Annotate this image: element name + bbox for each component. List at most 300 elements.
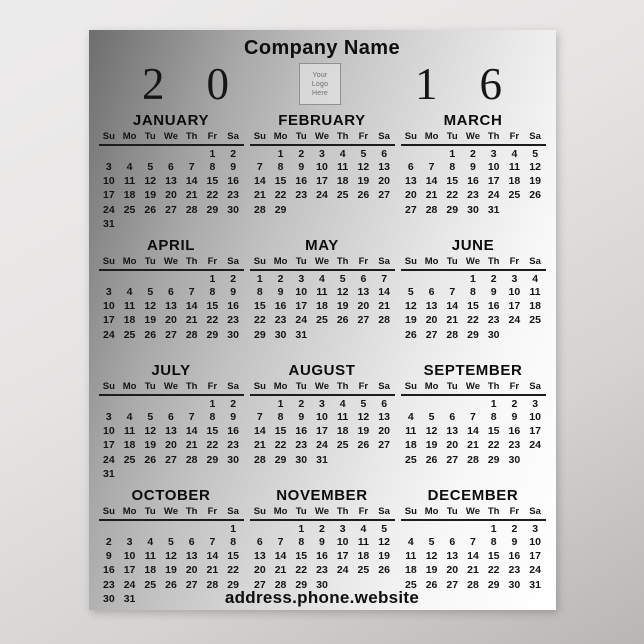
date-cell: 9 [277, 286, 284, 299]
date-cell: 22 [206, 314, 219, 327]
date-cell: 12 [425, 425, 438, 438]
day-header: Th [332, 506, 353, 520]
empty-cell [181, 467, 202, 481]
date-cell: 2 [277, 273, 284, 285]
date-cell: 29 [254, 328, 266, 341]
date-cell: 10 [316, 161, 328, 174]
empty-cell [332, 453, 353, 467]
date-cell: 24 [123, 578, 136, 591]
day-header: We [161, 381, 182, 395]
date-cell: 19 [425, 564, 438, 577]
date-cell: 11 [337, 411, 349, 424]
date-cell: 14 [467, 425, 479, 438]
date-cell: 6 [449, 411, 456, 424]
empty-cell [99, 270, 120, 285]
month-title: OCTOBER [131, 487, 211, 504]
month-title: SEPTEMBER [423, 362, 523, 379]
date-cell: 15 [446, 175, 459, 188]
date-cell: 8 [209, 411, 216, 424]
date-cell: 24 [295, 314, 308, 327]
day-header: Su [401, 381, 422, 395]
date-cell: 4 [126, 411, 133, 424]
date-cell: 4 [532, 273, 539, 285]
month-february [250, 111, 395, 236]
date-cell: 30 [316, 578, 328, 591]
date-cell: 23 [103, 578, 115, 591]
day-header: Th [181, 131, 202, 145]
date-cell: 30 [274, 328, 287, 341]
date-cell: 16 [508, 425, 521, 438]
day-header: Mo [421, 131, 442, 145]
date-cell: 3 [105, 411, 112, 424]
date-cell: 24 [529, 439, 541, 452]
empty-cell [99, 145, 120, 160]
date-cell: 24 [103, 203, 115, 216]
date-cell: 30 [227, 453, 239, 466]
date-cell: 18 [405, 564, 417, 577]
date-cell: 23 [227, 314, 239, 327]
date-cell: 31 [529, 578, 541, 591]
date-cell: 20 [446, 564, 459, 577]
date-cell: 17 [529, 425, 541, 438]
date-cell: 18 [357, 550, 370, 563]
empty-cell [442, 520, 463, 535]
month-grid [250, 506, 395, 592]
day-header: Tu [140, 506, 161, 520]
empty-cell [181, 217, 202, 231]
date-cell: 4 [339, 148, 346, 160]
day-header: Tu [442, 131, 463, 145]
date-cell: 27 [446, 453, 459, 466]
empty-cell [202, 520, 223, 535]
date-cell: 26 [425, 453, 438, 466]
date-cell: 31 [487, 203, 500, 216]
date-cell: 4 [407, 411, 414, 424]
day-header: Sa [223, 256, 244, 270]
date-cell: 14 [378, 286, 390, 299]
date-cell: 17 [123, 564, 136, 577]
date-cell: 17 [103, 439, 115, 452]
empty-cell [525, 453, 546, 467]
empty-cell [421, 145, 442, 160]
date-cell: 16 [295, 175, 308, 188]
date-cell: 18 [405, 439, 417, 452]
date-cell: 8 [470, 286, 476, 299]
date-cell: 1 [277, 148, 284, 160]
day-header: Th [181, 506, 202, 520]
day-header: Fr [202, 381, 223, 395]
month-june [401, 236, 546, 361]
date-cell: 15 [254, 300, 266, 313]
empty-cell [161, 395, 182, 410]
month-grid [99, 256, 244, 342]
day-header: We [161, 131, 182, 145]
date-cell: 10 [295, 286, 308, 299]
date-cell: 15 [295, 550, 308, 563]
date-cell: 22 [274, 439, 287, 452]
empty-cell [181, 270, 202, 285]
date-cell: 6 [407, 161, 414, 174]
date-cell: 17 [529, 550, 541, 563]
date-cell: 11 [337, 161, 349, 174]
date-cell: 11 [405, 550, 417, 563]
empty-cell [421, 270, 442, 285]
date-cell: 3 [126, 536, 133, 549]
date-cell: 29 [467, 328, 479, 341]
date-cell: 3 [319, 398, 325, 410]
empty-cell [161, 467, 182, 481]
date-cell: 10 [529, 411, 541, 424]
date-cell: 15 [274, 425, 287, 438]
date-cell: 12 [165, 550, 177, 563]
day-header: Tu [140, 131, 161, 145]
day-header: Th [181, 256, 202, 270]
date-cell: 3 [319, 148, 325, 160]
date-cell: 11 [316, 286, 328, 299]
date-cell: 16 [274, 300, 287, 313]
date-cell: 18 [144, 564, 157, 577]
date-cell: 20 [254, 564, 266, 577]
empty-cell [291, 203, 312, 217]
date-cell: 16 [227, 175, 239, 188]
date-cell: 23 [508, 439, 521, 452]
date-cell: 5 [147, 411, 154, 424]
date-cell: 17 [103, 189, 115, 202]
day-header: Tu [442, 506, 463, 520]
empty-cell [421, 520, 442, 535]
empty-cell [161, 520, 182, 535]
date-cell: 27 [165, 328, 177, 341]
date-cell: 13 [425, 300, 438, 313]
empty-cell [99, 520, 120, 535]
date-cell: 29 [487, 578, 500, 591]
date-cell: 6 [381, 398, 388, 410]
date-cell: 20 [378, 175, 390, 188]
day-header: Th [483, 131, 504, 145]
date-cell: 2 [298, 398, 305, 410]
month-grid [401, 256, 546, 342]
date-cell: 22 [206, 439, 219, 452]
date-cell: 7 [209, 536, 216, 549]
empty-cell [463, 395, 484, 410]
month-july [99, 361, 244, 486]
date-cell: 1 [209, 148, 216, 160]
day-header: Su [250, 506, 271, 520]
empty-cell [353, 453, 374, 467]
date-cell: 21 [185, 439, 198, 452]
date-cell: 14 [446, 300, 459, 313]
date-cell: 23 [508, 564, 521, 577]
date-cell: 10 [103, 300, 115, 313]
day-header: Th [332, 131, 353, 145]
date-cell: 23 [295, 439, 308, 452]
empty-cell [140, 217, 161, 231]
date-cell: 15 [487, 425, 500, 438]
date-cell: 21 [185, 314, 198, 327]
date-cell: 14 [425, 175, 438, 188]
date-cell: 25 [357, 564, 370, 577]
empty-cell [202, 217, 223, 231]
month-title: APRIL [147, 237, 195, 254]
empty-cell [119, 395, 140, 410]
date-cell: 12 [529, 161, 541, 174]
date-cell: 3 [105, 286, 112, 299]
date-cell: 15 [227, 550, 239, 563]
date-cell: 8 [490, 536, 497, 549]
date-cell: 10 [529, 536, 541, 549]
date-cell: 28 [185, 203, 198, 216]
empty-cell [181, 395, 202, 410]
empty-cell [312, 203, 333, 217]
date-cell: 15 [467, 300, 479, 313]
date-cell: 17 [295, 300, 308, 313]
month-september [401, 361, 546, 486]
date-cell: 15 [274, 175, 287, 188]
date-cell: 20 [446, 439, 459, 452]
date-cell: 5 [168, 536, 174, 549]
empty-cell [161, 217, 182, 231]
date-cell: 6 [168, 411, 174, 424]
date-cell: 28 [254, 453, 266, 466]
date-cell: 23 [316, 564, 328, 577]
date-cell: 7 [256, 161, 263, 174]
date-cell: 22 [227, 564, 239, 577]
date-cell: 19 [144, 189, 157, 202]
day-header: Tu [140, 381, 161, 395]
day-header: Fr [353, 381, 374, 395]
date-cell: 25 [336, 189, 349, 202]
empty-cell [181, 520, 202, 535]
date-cell: 20 [185, 564, 198, 577]
date-cell: 5 [147, 286, 154, 299]
month-august [250, 361, 395, 486]
empty-cell [442, 395, 463, 410]
empty-cell [401, 395, 422, 410]
date-cell: 19 [425, 439, 438, 452]
date-cell: 29 [206, 328, 219, 341]
date-cell: 30 [227, 328, 239, 341]
date-cell: 1 [449, 148, 456, 160]
date-cell: 13 [357, 286, 370, 299]
date-cell: 12 [336, 286, 349, 299]
date-cell: 11 [124, 175, 136, 188]
date-cell: 2 [230, 273, 237, 285]
date-cell: 9 [230, 411, 237, 424]
date-cell: 8 [277, 411, 284, 424]
month-title: AUGUST [288, 362, 356, 379]
date-cell: 11 [124, 425, 136, 438]
day-header: Mo [421, 506, 442, 520]
empty-cell [504, 328, 525, 342]
date-cell: 19 [378, 550, 390, 563]
date-cell: 6 [168, 286, 174, 299]
empty-cell [202, 467, 223, 481]
date-cell: 14 [185, 425, 198, 438]
date-cell: 1 [298, 523, 305, 535]
date-cell: 16 [316, 550, 328, 563]
day-header: Mo [421, 256, 442, 270]
date-cell: 2 [298, 148, 305, 160]
date-cell: 31 [316, 453, 328, 466]
date-cell: 23 [227, 189, 239, 202]
date-cell: 19 [405, 314, 417, 327]
date-cell: 7 [470, 411, 476, 424]
date-cell: 14 [254, 425, 266, 438]
year-digit: 0 [206, 59, 229, 109]
date-cell: 4 [319, 273, 325, 285]
day-header: We [463, 381, 484, 395]
date-cell: 14 [185, 300, 198, 313]
empty-cell [312, 328, 333, 342]
date-cell: 21 [467, 564, 479, 577]
date-cell: 31 [295, 328, 308, 341]
date-cell: 18 [123, 314, 136, 327]
date-cell: 9 [511, 536, 518, 549]
day-header: Mo [270, 506, 291, 520]
month-title: FEBRUARY [278, 112, 366, 129]
date-cell: 29 [295, 578, 308, 591]
day-header: Tu [291, 256, 312, 270]
date-cell: 26 [144, 203, 157, 216]
empty-cell [119, 270, 140, 285]
logo-placeholder-text: Here [312, 89, 328, 97]
date-cell: 17 [316, 425, 328, 438]
month-grid [401, 131, 546, 217]
empty-cell [525, 328, 546, 342]
day-header: We [312, 131, 333, 145]
day-header: Sa [223, 506, 244, 520]
date-cell: 9 [298, 411, 305, 424]
date-cell: 28 [467, 578, 479, 591]
date-cell: 24 [316, 189, 328, 202]
date-cell: 25 [123, 453, 136, 466]
date-cell: 25 [529, 314, 541, 327]
day-header: Sa [374, 131, 395, 145]
day-header: Su [401, 506, 422, 520]
date-cell: 23 [487, 314, 500, 327]
date-cell: 17 [316, 175, 328, 188]
date-cell: 29 [274, 203, 287, 216]
date-cell: 21 [378, 300, 390, 313]
empty-cell [140, 520, 161, 535]
empty-cell [161, 270, 182, 285]
date-cell: 13 [378, 161, 390, 174]
date-cell: 1 [470, 273, 476, 285]
month-grid [401, 506, 546, 592]
date-cell: 26 [529, 189, 541, 202]
date-cell: 23 [295, 189, 308, 202]
date-cell: 13 [254, 550, 266, 563]
date-cell: 20 [405, 189, 417, 202]
date-cell: 21 [254, 189, 266, 202]
date-cell: 18 [316, 300, 328, 313]
date-cell: 18 [123, 439, 136, 452]
day-header: We [463, 256, 484, 270]
empty-cell [525, 203, 546, 217]
day-header: Tu [442, 256, 463, 270]
date-cell: 24 [508, 314, 521, 327]
date-cell: 7 [381, 273, 388, 285]
date-cell: 25 [316, 314, 328, 327]
date-cell: 13 [378, 411, 390, 424]
date-cell: 25 [405, 453, 417, 466]
empty-cell [332, 328, 353, 342]
date-cell: 18 [508, 175, 521, 188]
day-header: Fr [202, 131, 223, 145]
date-cell: 8 [256, 286, 263, 299]
day-header: Th [483, 381, 504, 395]
date-cell: 6 [360, 273, 367, 285]
day-header: Mo [270, 381, 291, 395]
date-cell: 27 [378, 189, 390, 202]
date-cell: 4 [360, 523, 367, 535]
date-cell: 16 [227, 425, 239, 438]
date-cell: 10 [103, 425, 115, 438]
day-header: Su [250, 381, 271, 395]
day-header: Mo [270, 131, 291, 145]
date-cell: 23 [467, 189, 479, 202]
date-cell: 1 [256, 273, 263, 285]
date-cell: 26 [405, 328, 417, 341]
day-header: Mo [270, 256, 291, 270]
date-cell: 10 [508, 286, 521, 299]
day-header: Th [483, 256, 504, 270]
date-cell: 5 [360, 398, 367, 410]
date-cell: 26 [165, 578, 177, 591]
day-header: Fr [202, 506, 223, 520]
date-cell: 5 [147, 161, 154, 174]
day-header: Sa [374, 506, 395, 520]
calendar-poster [89, 30, 556, 610]
date-cell: 11 [529, 286, 541, 299]
date-cell: 7 [188, 411, 195, 424]
day-header: Fr [353, 131, 374, 145]
logo-placeholder-text: Your [312, 71, 328, 79]
date-cell: 11 [405, 425, 417, 438]
date-cell: 15 [206, 175, 219, 188]
date-cell: 1 [209, 273, 216, 285]
date-cell: 5 [428, 411, 435, 424]
date-cell: 7 [188, 286, 195, 299]
date-cell: 27 [357, 314, 370, 327]
date-cell: 13 [446, 425, 459, 438]
day-header: Mo [119, 131, 140, 145]
date-cell: 25 [336, 439, 349, 452]
date-cell: 2 [105, 536, 112, 549]
date-cell: 24 [487, 189, 500, 202]
date-cell: 3 [339, 523, 346, 535]
date-cell: 20 [165, 439, 177, 452]
date-cell: 7 [470, 536, 476, 549]
date-cell: 7 [277, 536, 284, 549]
date-cell: 29 [446, 203, 459, 216]
date-cell: 19 [529, 175, 541, 188]
day-header: Sa [525, 256, 546, 270]
empty-cell [442, 270, 463, 285]
date-cell: 26 [144, 453, 157, 466]
date-cell: 29 [206, 203, 219, 216]
date-cell: 5 [428, 536, 435, 549]
date-cell: 17 [336, 550, 349, 563]
date-cell: 6 [381, 148, 388, 160]
day-header: Su [99, 381, 120, 395]
date-cell: 27 [254, 578, 266, 591]
date-cell: 21 [446, 314, 459, 327]
day-header: Fr [504, 256, 525, 270]
date-cell: 3 [532, 398, 539, 410]
months-grid [99, 111, 546, 611]
date-cell: 4 [511, 148, 518, 160]
